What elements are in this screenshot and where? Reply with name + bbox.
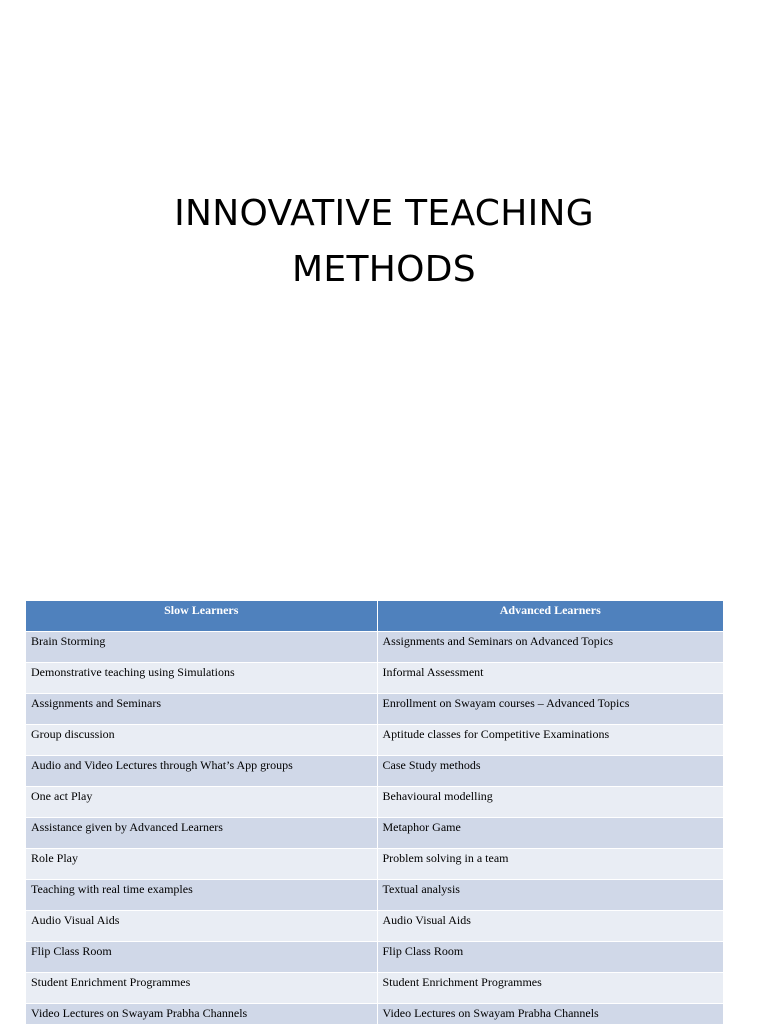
- slow-learners-cell: Demonstrative teaching using Simulations: [26, 662, 377, 693]
- table-row: [26, 1003, 723, 1024]
- advanced-learners-cell: Flip Class Room: [377, 941, 723, 972]
- slow-learners-cell: Brain Storming: [26, 631, 377, 662]
- table-row: [26, 786, 723, 817]
- table-row: [26, 662, 723, 693]
- advanced-learners-cell: Textual analysis: [377, 879, 723, 910]
- slow-learners-cell: Group discussion: [26, 724, 377, 755]
- methods-table: [26, 601, 723, 1024]
- table-row: [26, 972, 723, 1003]
- advanced-learners-cell: Problem solving in a team: [377, 848, 723, 879]
- header-advanced-learners: Advanced Learners: [377, 601, 723, 631]
- advanced-learners-cell: Student Enrichment Programmes: [377, 972, 723, 1003]
- advanced-learners-cell: Informal Assessment: [377, 662, 723, 693]
- table-row: [26, 724, 723, 755]
- advanced-learners-cell: Behavioural modelling: [377, 786, 723, 817]
- table-row: [26, 910, 723, 941]
- table-row: [26, 693, 723, 724]
- methods-table-container: [26, 601, 723, 1024]
- table-row: [26, 879, 723, 910]
- table-row: [26, 817, 723, 848]
- header-slow-learners: Slow Learners: [26, 601, 377, 631]
- slow-learners-cell: Student Enrichment Programmes: [26, 972, 377, 1003]
- title-line-1: INNOVATIVE TEACHING: [174, 193, 594, 234]
- table-row: [26, 631, 723, 662]
- title-line-2: METHODS: [292, 249, 476, 290]
- advanced-learners-cell: Aptitude classes for Competitive Examinations: [377, 724, 723, 755]
- slow-learners-cell: Teaching with real time examples: [26, 879, 377, 910]
- slow-learners-cell: One act Play: [26, 786, 377, 817]
- advanced-learners-cell: Video Lectures on Swayam Prabha Channels: [377, 1003, 723, 1024]
- table-row: [26, 755, 723, 786]
- slow-learners-cell: Role Play: [26, 848, 377, 879]
- table-header-row: [26, 601, 723, 631]
- table-row: [26, 848, 723, 879]
- advanced-learners-cell: Metaphor Game: [377, 817, 723, 848]
- slow-learners-cell: Video Lectures on Swayam Prabha Channels: [26, 1003, 377, 1024]
- slow-learners-cell: Audio Visual Aids: [26, 910, 377, 941]
- advanced-learners-cell: Enrollment on Swayam courses – Advanced Topics: [377, 693, 723, 724]
- advanced-learners-cell: Audio Visual Aids: [377, 910, 723, 941]
- advanced-learners-cell: Assignments and Seminars on Advanced Topics: [377, 631, 723, 662]
- table-row: [26, 941, 723, 972]
- slow-learners-cell: Flip Class Room: [26, 941, 377, 972]
- slow-learners-cell: Assistance given by Advanced Learners: [26, 817, 377, 848]
- advanced-learners-cell: Case Study methods: [377, 755, 723, 786]
- page-title: [0, 186, 768, 298]
- table-body: [26, 631, 723, 1024]
- slow-learners-cell: Audio and Video Lectures through What’s App groups: [26, 755, 377, 786]
- slow-learners-cell: Assignments and Seminars: [26, 693, 377, 724]
